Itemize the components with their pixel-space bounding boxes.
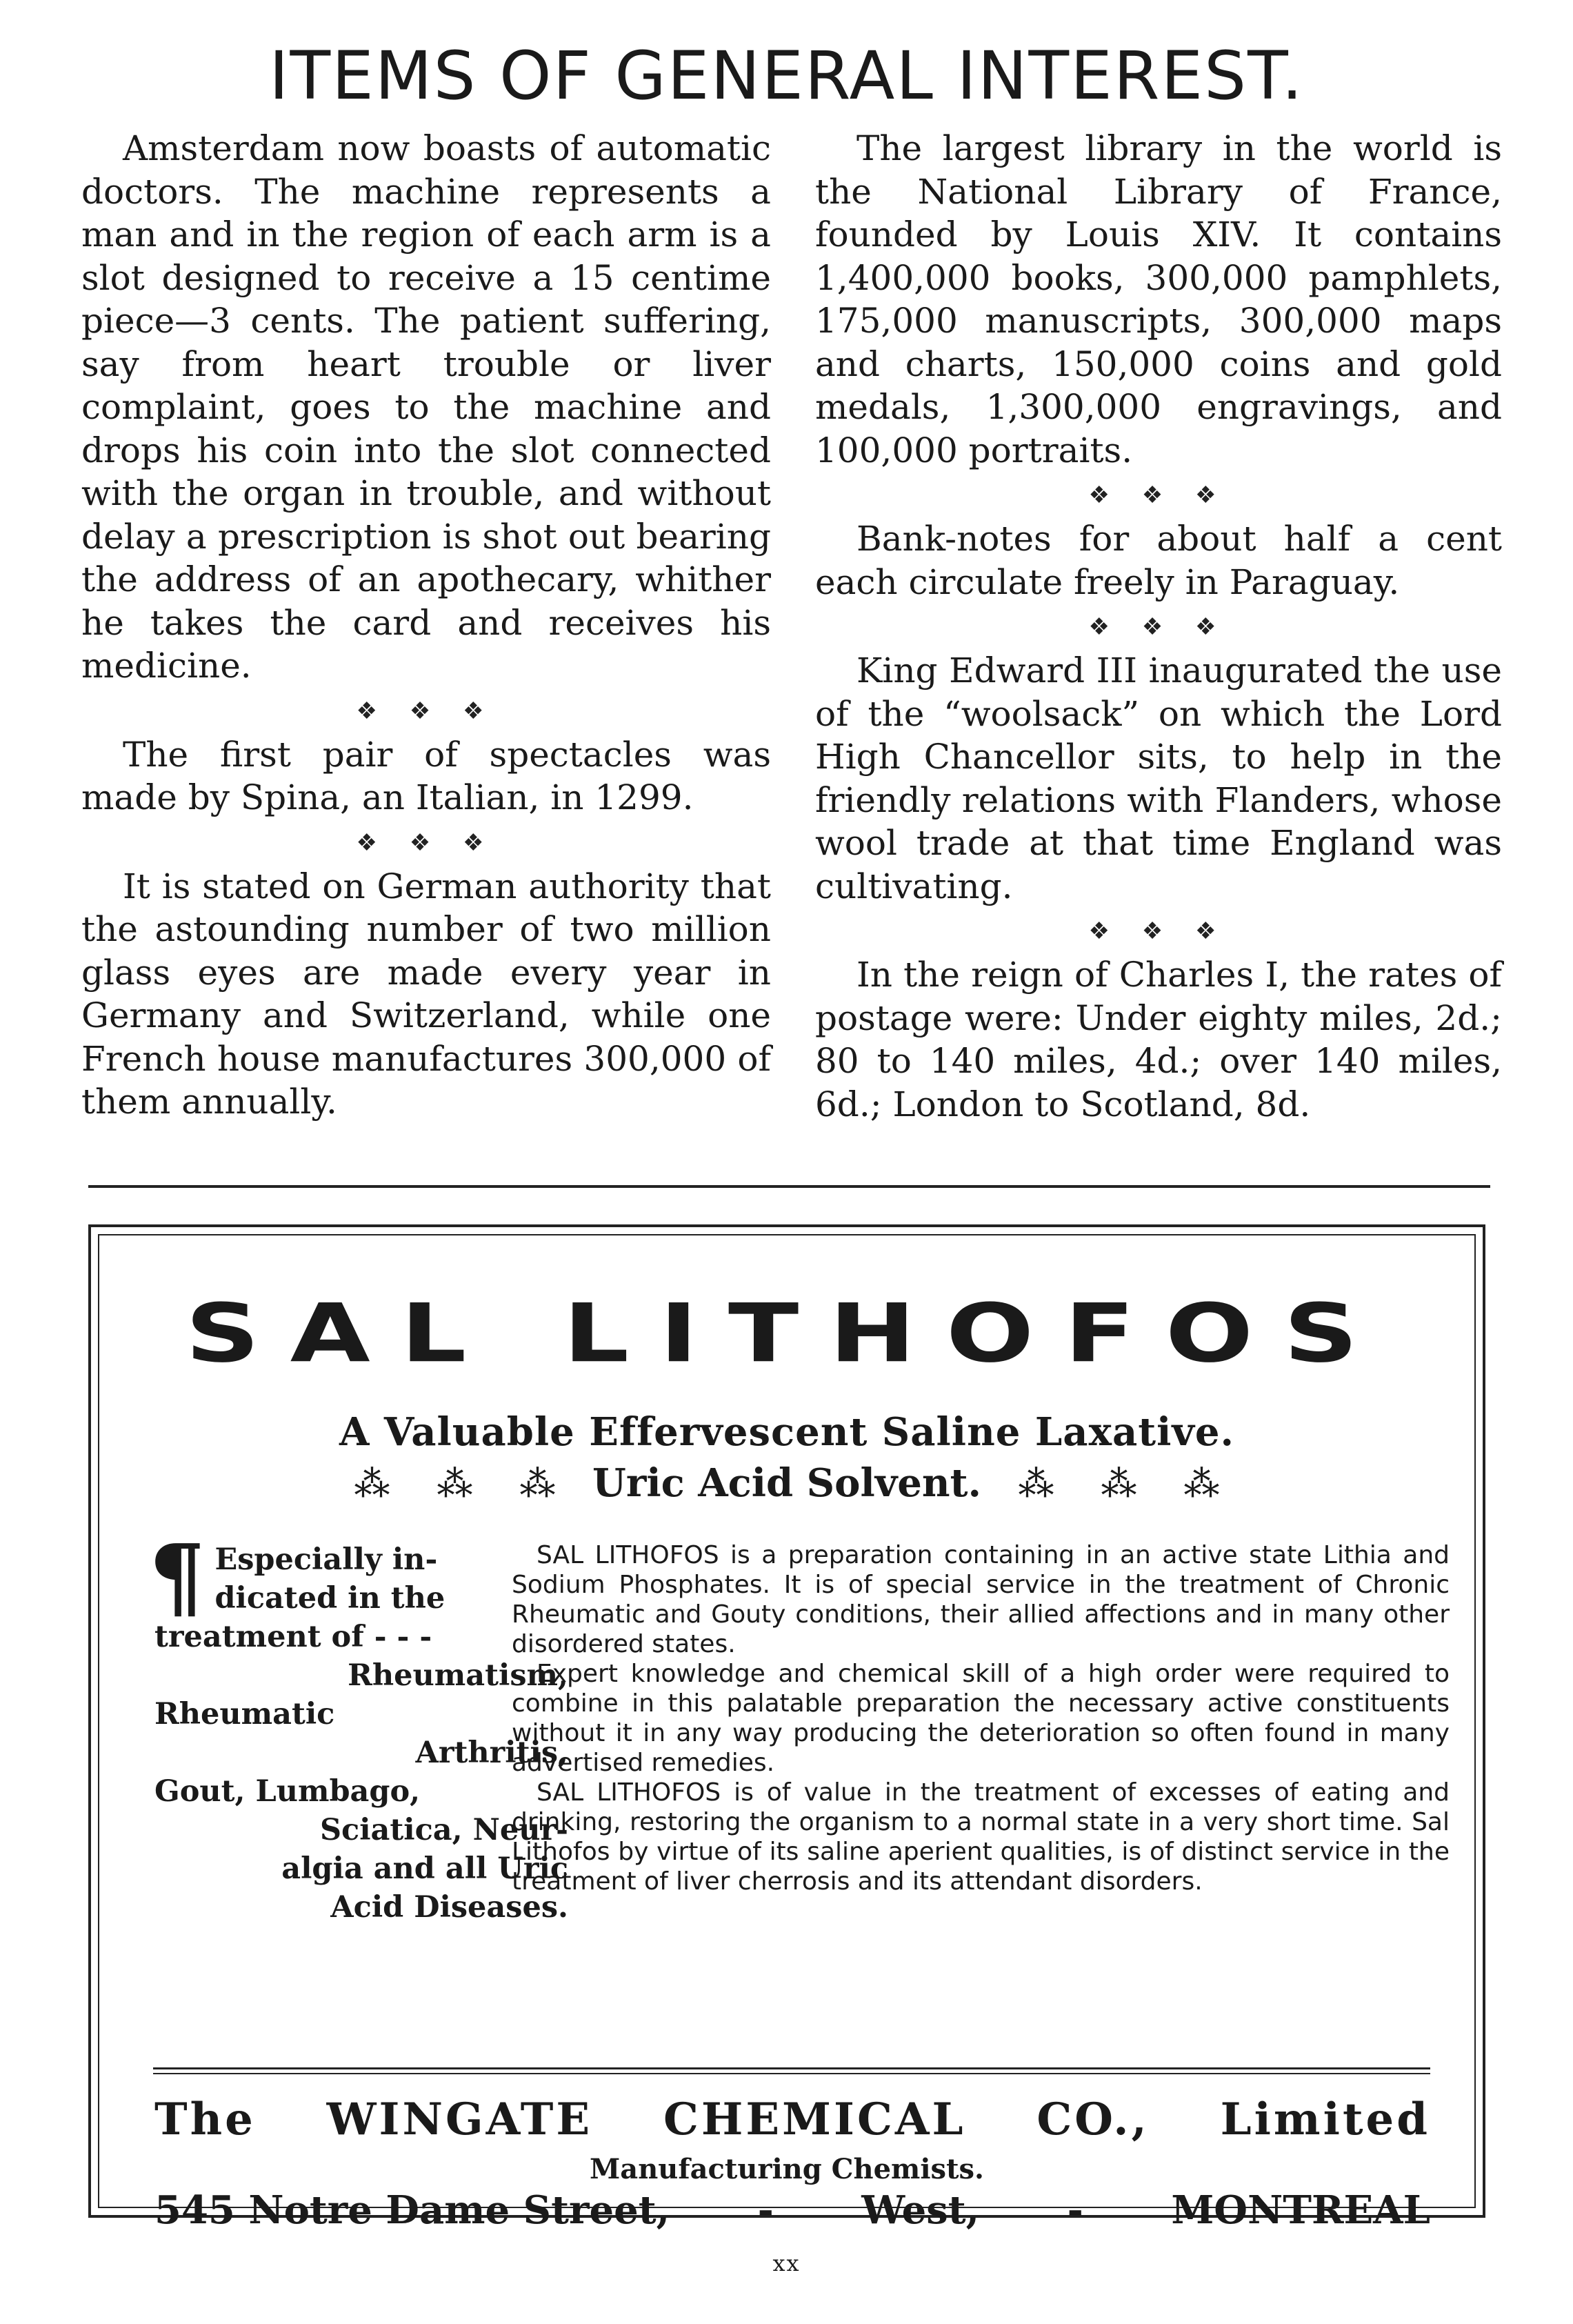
sprig-ornament-icon: ⁂ — [1183, 1464, 1220, 1505]
indication-line: Especially in- — [214, 1542, 438, 1577]
address-street: 545 Notre Dame Street, — [154, 2187, 670, 2233]
ad-tagline-row — [88, 1460, 1485, 1506]
indication-line: dicated in the — [214, 1581, 445, 1616]
sprig-ornament-icon: ⁂ — [1101, 1464, 1137, 1505]
company-name-word: CO., — [1036, 2094, 1150, 2145]
article-glass-eyes: It is stated on German authority that the astounding number of two million glass eyes are made every year in Germany and Switzerland, while one French house manufactures 300,000 of them annually. — [81, 866, 771, 1122]
right-column — [815, 127, 1502, 1126]
pilcrow-icon: ¶ — [149, 1526, 206, 1629]
ad-title: SAL LITHOFOS — [185, 1287, 1389, 1381]
article-bank-notes: Bank-notes for about half a cent each circulate freely in Paraguay. — [815, 519, 1502, 602]
address-city: MONTREAL — [1171, 2187, 1430, 2233]
sprig-ornament-icon: ⁂ — [1018, 1464, 1054, 1505]
sal-lithofos-advertisement — [88, 1224, 1485, 2233]
company-name-word: CHEMICAL — [663, 2094, 966, 2145]
article-largest-library: The largest library in the world is the National Library of France, founded by Louis XIV. It contains 1,400,000 books, 300,000 pamphlets, 175,000 manuscripts, 300,000 maps and charts, 150,000 coins and gold medals, 1,300,000 engravings, and 100,000 portraits. — [815, 128, 1502, 470]
indication-line: Arthritis, — [415, 1736, 568, 1770]
company-address — [154, 2187, 1430, 2233]
sprig-ornament-icon: ⁂ — [354, 1464, 390, 1505]
indication-line: Acid Diseases. — [330, 1890, 568, 1925]
indication-line: Sciatica, Neur- — [319, 1813, 568, 1847]
article-automatic-doctors: Amsterdam now boasts of automatic doctors. The machine represents a man and in the region of each arm is a slot designed to receive a 15 centime piece—3 cents. The patient suffering, say from heart trouble or liver complaint, goes to the machine and drops his coin into the slot connected with the organ in trouble, and without delay a prescription is shot out bearing the address of an apothecary, whither he takes the card and receives his medicine. — [81, 128, 771, 686]
indication-line: Gout, Lumbago, — [154, 1774, 421, 1809]
ad-body-paragraph: SAL LITHOFOS is a preparation containing in an active state Lithia and Sodium Phosphates. It is of special service in the treatment of Chronic Rheumatic and Gouty conditions, their allied affections and in many other disordered states. — [512, 1541, 1450, 1658]
ad-indications — [149, 1526, 568, 1927]
section-rule — [88, 1185, 1490, 1188]
indication-line: treatment of - - - — [154, 1620, 432, 1654]
article-woolsack: King Edward III inaugurated the use of the “woolsack” on which the Lord High Chancellor sits, to help in the friendly relations with Flanders, whose wool trade at that time England was cultivating. — [815, 650, 1502, 906]
page-heading: ITEMS OF GENERAL INTEREST. — [269, 37, 1304, 115]
sprig-ornament-icon: ⁂ — [437, 1464, 473, 1505]
company-name-word: Limited — [1220, 2094, 1430, 2145]
left-column — [81, 127, 771, 1124]
company-name-word: The — [154, 2094, 256, 2145]
ad-body-paragraph: Expert knowledge and chemical skill of a high order were required to combine in this palatable preparation the necessary active constituents without it in any way producing the deterioration so often found in many advertised remedies. — [512, 1660, 1450, 1777]
ornament-divider: ❖ ❖ ❖ — [1088, 917, 1229, 945]
article-spectacles: The first pair of spectacles was made by Spina, an Italian, in 1299. — [81, 734, 771, 817]
company-name-word: WINGATE — [326, 2094, 593, 2145]
company-name — [154, 2094, 1430, 2145]
ad-rule — [153, 2067, 1430, 2069]
article-postage-rates: In the reign of Charles I, the rates of postage were: Under eighty miles, 2d.; 80 to 140 miles, 4d.; over 140 miles, 6d.; London to Scotland, 8d. — [815, 955, 1502, 1124]
indication-line: algia and all Uric — [281, 1851, 568, 1886]
indication-line: Rheumatic — [154, 1697, 335, 1731]
ad-tagline: Uric Acid Solvent. — [592, 1460, 981, 1506]
company-descriptor: Manufacturing Chemists. — [590, 2153, 984, 2185]
sprig-ornament-icon: ⁂ — [519, 1464, 556, 1505]
ornament-divider: ❖ ❖ ❖ — [356, 697, 497, 725]
ornament-divider: ❖ ❖ ❖ — [356, 828, 497, 857]
address-direction: West, — [861, 2187, 980, 2233]
ad-rule — [153, 2073, 1430, 2074]
ad-subtitle: A Valuable Effervescent Saline Laxative. — [339, 1409, 1235, 1455]
ad-body-paragraph: SAL LITHOFOS is of value in the treatment of excesses of eating and drinking, restoring the organism to a normal state in a very short time. Sal Lithofos by virtue of its saline aperient qualities, is of distinct service in the treatment of liver cherrosis and its attendant disorders. — [512, 1778, 1450, 1896]
page-number: xx — [772, 2250, 801, 2276]
address-separator: - — [1067, 2187, 1083, 2233]
ornament-divider: ❖ ❖ ❖ — [1088, 481, 1229, 509]
indication-line: Rheumatism, — [348, 1658, 568, 1693]
ad-body — [512, 1540, 1450, 1896]
ornament-divider: ❖ ❖ ❖ — [1088, 613, 1229, 641]
address-separator: - — [757, 2187, 774, 2233]
